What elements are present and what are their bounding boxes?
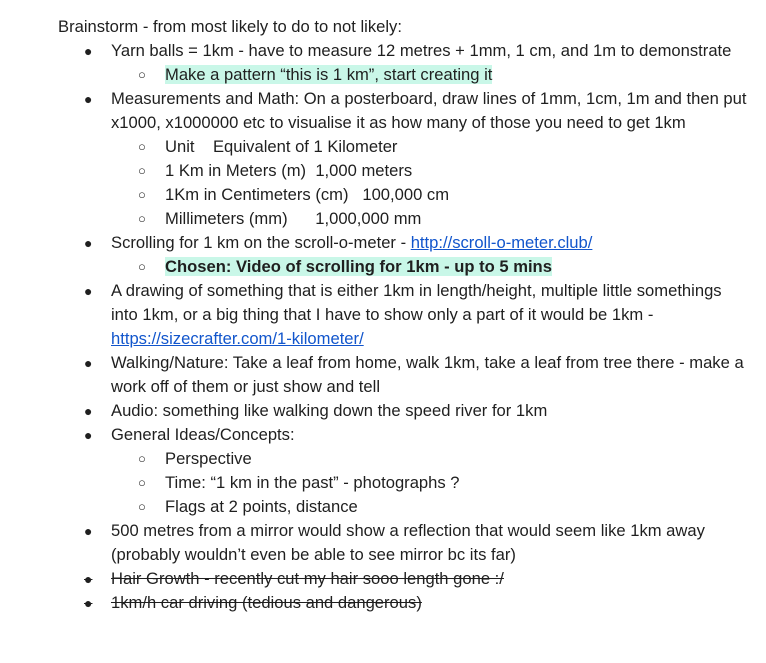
sub-item-text: Flags at 2 points, distance <box>165 497 358 516</box>
sub-list-item <box>138 135 748 159</box>
sub-list-item <box>138 183 748 207</box>
hollow-bullet-icon: ○ <box>138 451 146 466</box>
unit-value: 1,000,000 mm <box>315 209 422 228</box>
item-text: 1km/h car driving (tedious and dangerous) <box>111 593 422 612</box>
sub-list-item <box>138 495 748 519</box>
sub-list-item <box>138 447 748 471</box>
item-text: General Ideas/Concepts: <box>111 425 295 444</box>
sizecrafter-link[interactable]: https://sizecrafter.com/1-kilometer/ <box>111 329 364 348</box>
unit-label: Millimeters (mm) <box>165 209 288 228</box>
sub-list <box>138 135 748 231</box>
item-text: A drawing of something that is either 1km in length/height, multiple little somethings into 1km, or a big thing that I have to show only a part of it would be 1km - <box>111 281 722 324</box>
list-item <box>58 519 748 567</box>
item-text: Hair Growth - recently cut my hair sooo length gone :/ <box>111 569 504 588</box>
hollow-bullet-icon: ○ <box>138 259 146 274</box>
bullet-icon: ● <box>84 523 93 539</box>
unit-label: 1 Km in Meters (m) <box>165 161 307 180</box>
list-item <box>58 279 748 351</box>
bullet-icon: ● <box>84 571 93 587</box>
sub-list-item <box>138 255 748 279</box>
item-text: Yarn balls = 1km - have to measure 12 metres + 1mm, 1 cm, and 1m to demonstrate <box>111 41 732 60</box>
hollow-bullet-icon: ○ <box>138 475 146 490</box>
sub-list-item <box>138 471 748 495</box>
list-item <box>58 351 748 399</box>
doc-heading: Brainstorm - from most likely to do to not likely: <box>58 17 402 36</box>
list-item <box>58 87 748 231</box>
sub-list <box>138 63 748 87</box>
brainstorm-list <box>58 39 748 615</box>
bullet-icon: ● <box>84 91 93 107</box>
unit-value: Equivalent of 1 Kilometer <box>212 137 398 156</box>
list-item-struck <box>58 591 748 615</box>
item-text: Measurements and Math: On a posterboard, draw lines of 1mm, 1cm, 1m and then put x1000, x1000000 etc to visualise it as how many of those you need to get 1km <box>111 89 747 132</box>
list-item <box>58 399 748 423</box>
hollow-bullet-icon: ○ <box>138 499 146 514</box>
bullet-icon: ● <box>84 403 93 419</box>
bullet-icon: ● <box>84 235 93 251</box>
unit-label: 1Km in Centimeters (cm) <box>165 185 349 204</box>
bullet-icon: ● <box>84 43 93 59</box>
list-item <box>58 423 748 519</box>
bullet-icon: ● <box>84 283 93 299</box>
unit-label: Unit <box>165 137 195 156</box>
hollow-bullet-icon: ○ <box>138 163 146 178</box>
item-text: Audio: something like walking down the speed river for 1km <box>111 401 548 420</box>
list-item <box>58 39 748 87</box>
sub-list-item <box>138 63 748 87</box>
scroll-o-meter-link[interactable]: http://scroll-o-meter.club/ <box>410 233 593 252</box>
item-text: 500 metres from a mirror would show a reflection that would seem like 1km away (probably wouldn’t even be able to see mirror bc its far) <box>111 521 705 564</box>
sub-list <box>138 255 748 279</box>
hollow-bullet-icon: ○ <box>138 211 146 226</box>
sub-list-item <box>138 207 748 231</box>
bullet-icon: ● <box>84 427 93 443</box>
list-item <box>58 231 748 279</box>
hollow-bullet-icon: ○ <box>138 187 146 202</box>
sub-list <box>138 447 748 519</box>
sub-item-text: Perspective <box>165 449 252 468</box>
bullet-icon: ● <box>84 595 93 611</box>
list-item-struck <box>58 567 748 591</box>
unit-value: 100,000 cm <box>362 185 450 204</box>
sub-item-text: Time: “1 km in the past” - photographs ? <box>165 473 460 492</box>
unit-value: 1,000 meters <box>315 161 413 180</box>
bullet-icon: ● <box>84 355 93 371</box>
chosen-text: Chosen: Video of scrolling for 1km - up to 5 mins <box>165 257 552 276</box>
hollow-bullet-icon: ○ <box>138 67 146 82</box>
highlighted-text: Make a pattern “this is 1 km”, start creating it <box>165 65 493 84</box>
hollow-bullet-icon: ○ <box>138 139 146 154</box>
item-text: Walking/Nature: Take a leaf from home, walk 1km, take a leaf from tree there - make a work off of them or just show and tell <box>111 353 744 396</box>
item-text: Scrolling for 1 km on the scroll-o-meter - <box>111 233 411 252</box>
sub-list-item <box>138 159 748 183</box>
